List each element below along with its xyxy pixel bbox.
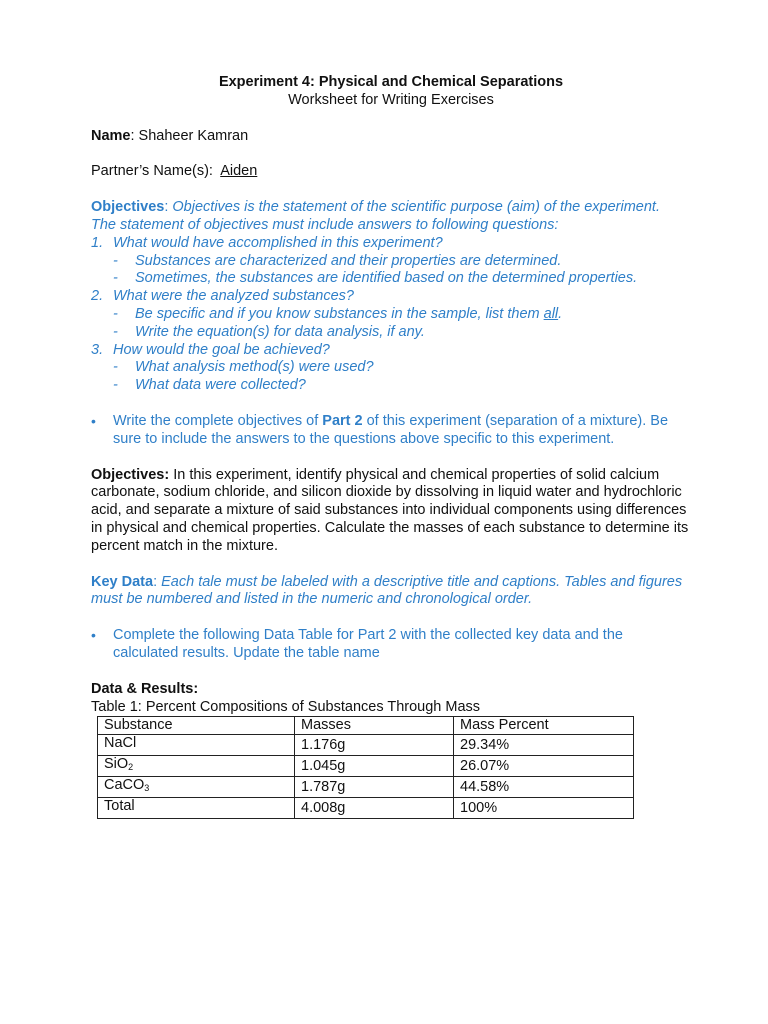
table-header-row bbox=[98, 717, 634, 735]
answer-text: Substances are characterized and their properties are determined. bbox=[135, 252, 562, 269]
list-item: - Substances are characterized and their properties are determined. bbox=[113, 252, 562, 269]
key-data-text: Each tale must be labeled with a descriptive title and captions. Tables and figures must be numbered and listed in the numeric and chronological order. bbox=[91, 573, 683, 608]
name-line bbox=[91, 128, 691, 146]
bullet-instruction-objectives bbox=[91, 413, 691, 449]
answer-text: Be specific and if you know substances in the sample, list them bbox=[135, 305, 544, 322]
table-header-cell: Substance bbox=[98, 717, 295, 735]
substance-cell bbox=[98, 756, 295, 777]
substance-subscript: 3 bbox=[144, 783, 150, 794]
percent-cell: 26.07% bbox=[454, 756, 634, 777]
list-item: - Be specific and if you know substances in the sample, list them all. bbox=[113, 305, 563, 322]
objectives-answer bbox=[91, 467, 691, 556]
substance-name: SiO bbox=[104, 756, 129, 773]
partner-label: Partner’s Name(s): bbox=[91, 163, 213, 180]
bullet-icon: • bbox=[91, 627, 96, 644]
key-data-instructions: Key Data: Each tale must be labeled with a descriptive title and captions. Tables and figures must be numbered and listed in the numeric and chronological order. bbox=[91, 573, 683, 608]
list-item: 1. What would have accomplished in this experiment? bbox=[91, 234, 443, 251]
list-item: - What analysis method(s) were used? bbox=[113, 359, 374, 376]
question-2: What were the analyzed substances? bbox=[113, 288, 354, 305]
substance-subscript: 2 bbox=[128, 762, 134, 773]
answer-text: What analysis method(s) were used? bbox=[135, 359, 374, 376]
substance-name: NaCl bbox=[104, 735, 137, 752]
name-value: : Shaheer Kamran bbox=[130, 127, 249, 144]
list-item: 2. What were the analyzed substances? bbox=[91, 288, 354, 305]
objectives-instructions: Objectives: Objectives is the statement of the scientific purpose (aim) of the experiment. The statement of objectives must include answers to following questions: 1. What would have accomplished in this experiment? - Substances are characterized and their properties are determined. - Sometimes, the substances are identified based on the determined properties. 2. What were the analyzed substances? - Be specific and if you know substances in the sample, list them all. - Write the equation(s) for data analysis, if any. 3. How would the goal be achieved? - What analysis method(s) were used? - What data were collected? bbox=[91, 199, 691, 395]
results-heading: Data & Results: bbox=[91, 680, 199, 697]
table-header-cell: Mass Percent bbox=[454, 717, 634, 735]
key-data-label: Key Data bbox=[91, 573, 154, 590]
mass-cell: 4.008g bbox=[295, 798, 454, 819]
worksheet-page bbox=[91, 74, 691, 819]
percent-cell: 29.34% bbox=[454, 735, 634, 756]
document-subtitle: Worksheet for Writing Exercises bbox=[288, 91, 494, 108]
table-row bbox=[98, 735, 634, 756]
objectives-instructions-label: Objectives bbox=[91, 199, 165, 216]
partner-line bbox=[91, 163, 691, 181]
partner-value: Aiden bbox=[220, 163, 258, 180]
table-row bbox=[98, 798, 634, 819]
bullet-bold-text: Part 2 bbox=[322, 412, 363, 429]
list-item: - What data were collected? bbox=[113, 377, 306, 394]
name-label: Name bbox=[91, 127, 131, 144]
answer-underlined: all bbox=[543, 305, 559, 322]
substance-cell bbox=[98, 735, 295, 756]
substance-name: Total bbox=[104, 798, 135, 815]
bullet-text: Write the complete objectives of bbox=[113, 412, 323, 429]
answer-text: Sometimes, the substances are identified based on the determined properties. bbox=[135, 270, 638, 287]
mass-cell: 1.045g bbox=[295, 756, 454, 777]
objectives-statement: The statement of objectives must include answers to following questions: bbox=[91, 216, 559, 233]
list-item: 3. How would the goal be achieved? bbox=[91, 341, 330, 358]
table-row bbox=[98, 777, 634, 798]
substance-name: CaCO bbox=[104, 777, 145, 794]
table-header-cell: Masses bbox=[295, 717, 454, 735]
bullet-text: of this experiment (separation of a mixture). Be sure to include the answers to the questions above specific to this experiment. bbox=[113, 412, 669, 447]
document-title: Experiment 4: Physical and Chemical Separations bbox=[218, 74, 564, 90]
mass-cell: 1.787g bbox=[295, 777, 454, 798]
objectives-intro: Objectives is the statement of the scientific purpose (aim) of the experiment. bbox=[172, 199, 660, 216]
question-3: How would the goal be achieved? bbox=[113, 341, 330, 358]
list-item: - Sometimes, the substances are identified based on the determined properties. bbox=[113, 270, 638, 287]
answer-text: . bbox=[558, 305, 563, 322]
objectives-answer-text: In this experiment, identify physical and chemical properties of solid calcium carbonate, sodium chloride, and silicon dioxide by dissolving in liquid water and hydrochloric acid, and separate a mixture of said substances into individual components using differences in physical and chemical properties. Calculate the masses of each substance to determine its percent match in the mixture. bbox=[91, 466, 689, 554]
answer-text: Write the equation(s) for data analysis, if any. bbox=[135, 323, 425, 340]
question-1: What would have accomplished in this experiment? bbox=[113, 234, 443, 251]
objectives-answer-label: Objectives: bbox=[91, 466, 170, 483]
percent-cell: 100% bbox=[454, 798, 634, 819]
table-row bbox=[98, 756, 634, 777]
list-item: - Write the equation(s) for data analysis, if any. bbox=[113, 323, 425, 340]
substance-cell bbox=[98, 777, 295, 798]
substance-cell bbox=[98, 798, 295, 819]
answer-text: What data were collected? bbox=[135, 377, 306, 394]
bullet-text: Complete the following Data Table for Part 2 with the collected key data and the calculated results. Update the table name bbox=[113, 627, 623, 661]
mass-cell: 1.176g bbox=[295, 735, 454, 756]
table-caption: Table 1: Percent Compositions of Substances Through Mass bbox=[91, 698, 481, 715]
percent-cell: 44.58% bbox=[454, 777, 634, 798]
results-table bbox=[97, 716, 634, 819]
bullet-icon: • bbox=[91, 412, 96, 429]
bullet-instruction-table bbox=[91, 627, 691, 663]
